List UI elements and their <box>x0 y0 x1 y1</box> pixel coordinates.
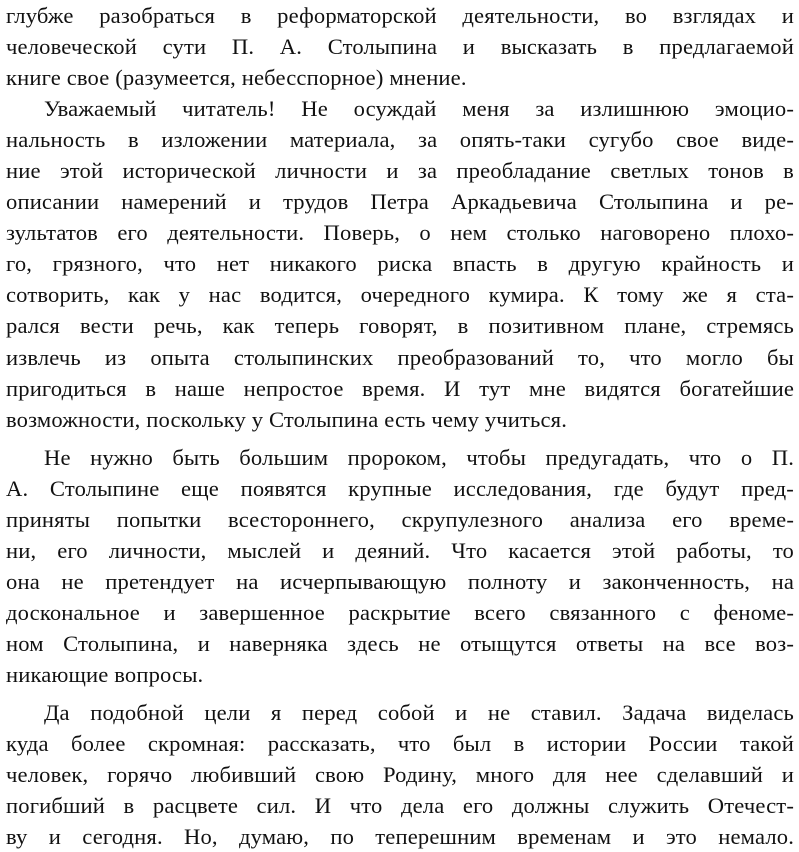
paragraph-spacer <box>6 690 794 697</box>
text-line: возможности, поскольку у Столыпина есть чему учиться. <box>6 406 568 432</box>
paragraph-4 <box>6 697 794 852</box>
text-line: зультатов его деятельности. Поверь, о нем столько наговорено плохо- <box>6 220 794 246</box>
text-line: сотворить, как у нас водится, очередного кумира. К тому же я ста- <box>6 282 794 308</box>
text-line: доскональное и завершенное раскрытие всего связанного с феноме- <box>6 599 794 625</box>
text-line: книге свое (разумеется, небесспорное) мнение. <box>6 65 467 91</box>
text-line: ни, его личности, мыслей и деяний. Что касается этой работы, то <box>6 537 794 563</box>
text-line: человек, горячо любивший свою Родину, много для нее сделавший и <box>6 762 794 788</box>
text-line: глубже разобраться в реформаторской деятельности, во взглядах и <box>6 3 794 28</box>
text-line: она не претендует на исчерпывающую полноту и законченность, на <box>6 568 794 594</box>
text-line: никающие вопросы. <box>6 661 204 687</box>
text-line: погибший в расцвете сил. И что дела его должны служить Отечест- <box>6 793 794 819</box>
text-line: рался вести речь, как теперь говорят, в позитивном плане, стремясь <box>6 313 794 339</box>
text-line: извлечь из опыта столыпинских преобразований то, что могло бы <box>6 344 794 370</box>
paragraph-1 <box>6 0 794 93</box>
text-line: человеческой сути П. А. Столыпина и высказать в предлагаемой <box>6 34 794 60</box>
text-line: Уважаемый читатель! Не осуждай меня за излишнюю эмоцио- <box>44 96 794 122</box>
paragraph-3 <box>6 442 794 690</box>
paragraph-2 <box>6 93 794 435</box>
text-line: го, грязного, что нет никакого риска впасть в другую крайность и <box>6 251 794 277</box>
text-line: Не нужно быть большим пророком, чтобы предугадать, что о П. <box>44 444 794 470</box>
text-line: ном Столыпина, и наверняка здесь не отыщутся ответы на все воз- <box>6 630 794 656</box>
text-line: куда более скромная: рассказать, что был в истории России такой <box>6 731 794 757</box>
text-line: ву и сегодня. Но, думаю, по теперешним временам и это немало. <box>6 824 794 850</box>
text-line: ние этой исторической личности и за преобладание светлых тонов в <box>6 158 794 184</box>
text-line: А. Столыпине еще появятся крупные исследования, где будут пред- <box>6 475 794 501</box>
text-line: пригодиться в наше непростое время. И тут мне видятся богатейшие <box>6 375 794 401</box>
text-line: Да подобной цели я перед собой и не ставил. Задача виделась <box>44 700 794 726</box>
text-line: приняты попытки всестороннего, скрупулезного анализа его време- <box>6 506 794 532</box>
text-line: описании намерений и трудов Петра Аркадьевича Столыпина и ре- <box>6 189 794 215</box>
text-line: нальность в изложении материала, за опять-таки сугубо свое виде- <box>6 127 794 153</box>
paragraph-spacer <box>6 435 794 442</box>
document-page <box>6 0 794 852</box>
